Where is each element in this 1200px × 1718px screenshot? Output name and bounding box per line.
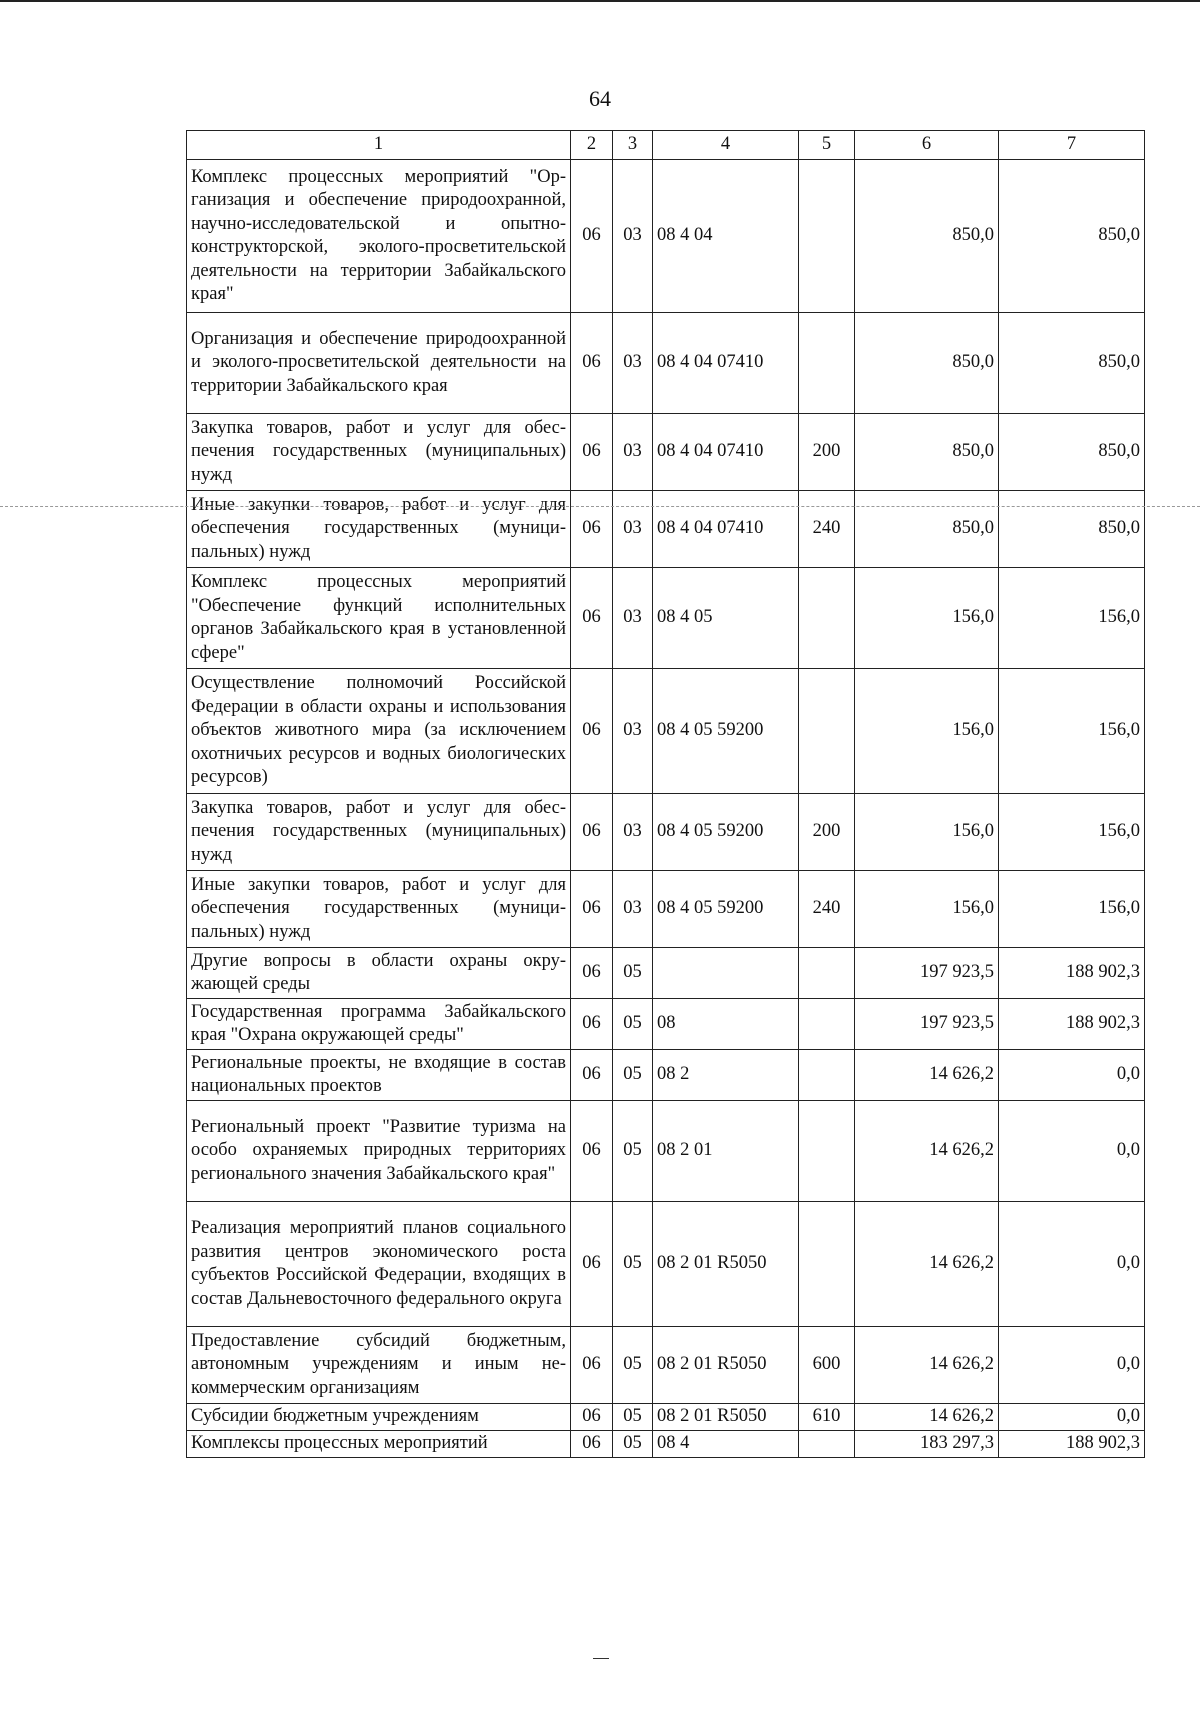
row-amount-1: 850,0 bbox=[855, 160, 999, 313]
row-section-code: 06 bbox=[571, 160, 613, 313]
scan-artifact-line bbox=[0, 506, 1200, 507]
table-row bbox=[187, 871, 1145, 948]
row-expense-type bbox=[799, 1431, 855, 1458]
row-section-code: 06 bbox=[571, 669, 613, 794]
header-cell-7: 7 bbox=[999, 131, 1145, 160]
row-expense-type: 240 bbox=[799, 871, 855, 948]
table-row bbox=[187, 1202, 1145, 1327]
table-row bbox=[187, 794, 1145, 871]
header-cell-1: 1 bbox=[187, 131, 571, 160]
row-name: Осуществление полномочий Российской Федерации в области охраны и использования объектов животного мира (за исключением охотничьих ресурсов и водных биологических ресурсов) bbox=[187, 669, 571, 794]
row-amount-2: 156,0 bbox=[999, 669, 1145, 794]
table-row bbox=[187, 669, 1145, 794]
row-subsection-code: 03 bbox=[613, 491, 653, 568]
row-expense-type bbox=[799, 1050, 855, 1101]
row-subsection-code: 03 bbox=[613, 313, 653, 414]
row-amount-2: 188 902,3 bbox=[999, 948, 1145, 999]
row-target-article: 08 2 bbox=[653, 1050, 799, 1101]
top-border-line bbox=[0, 0, 1200, 2]
row-name: Региональный проект "Развитие туризма на особо охраняемых природных территориях регионального значения Забайкальского края" bbox=[187, 1101, 571, 1202]
row-amount-1: 183 297,3 bbox=[855, 1431, 999, 1458]
row-amount-1: 850,0 bbox=[855, 491, 999, 568]
table-body bbox=[187, 160, 1145, 1458]
row-target-article: 08 4 bbox=[653, 1431, 799, 1458]
row-expense-type: 600 bbox=[799, 1327, 855, 1404]
row-amount-1: 156,0 bbox=[855, 669, 999, 794]
row-target-article: 08 4 04 07410 bbox=[653, 491, 799, 568]
row-amount-1: 14 626,2 bbox=[855, 1050, 999, 1101]
row-name: Закупка товаров, работ и услуг для обеспечения государственных (муниципальных) нужд bbox=[187, 794, 571, 871]
row-expense-type bbox=[799, 999, 855, 1050]
row-amount-2: 850,0 bbox=[999, 160, 1145, 313]
row-target-article: 08 2 01 R5050 bbox=[653, 1327, 799, 1404]
row-subsection-code: 03 bbox=[613, 669, 653, 794]
row-section-code: 06 bbox=[571, 1431, 613, 1458]
row-target-article: 08 4 04 07410 bbox=[653, 313, 799, 414]
row-section-code: 06 bbox=[571, 1050, 613, 1101]
row-subsection-code: 05 bbox=[613, 948, 653, 999]
table-row bbox=[187, 1101, 1145, 1202]
table-row bbox=[187, 1050, 1145, 1101]
row-subsection-code: 05 bbox=[613, 1327, 653, 1404]
row-section-code: 06 bbox=[571, 1404, 613, 1431]
row-section-code: 06 bbox=[571, 491, 613, 568]
row-target-article: 08 2 01 R5050 bbox=[653, 1404, 799, 1431]
row-subsection-code: 05 bbox=[613, 1431, 653, 1458]
row-section-code: 06 bbox=[571, 568, 613, 669]
row-name: Комплекс процессных мероприятий "Организация и обеспечение природоохранной, научно-исследовательской и опытно-конструкторской, эколого-просветительской деятельности на территории Забайкальского края" bbox=[187, 160, 571, 313]
row-amount-1: 850,0 bbox=[855, 414, 999, 491]
row-subsection-code: 05 bbox=[613, 999, 653, 1050]
row-subsection-code: 03 bbox=[613, 568, 653, 669]
row-amount-2: 188 902,3 bbox=[999, 1431, 1145, 1458]
row-section-code: 06 bbox=[571, 794, 613, 871]
bottom-mark bbox=[593, 1658, 609, 1659]
row-name: Комплексы процессных мероприятий bbox=[187, 1431, 571, 1458]
row-amount-2: 850,0 bbox=[999, 313, 1145, 414]
row-target-article: 08 4 05 59200 bbox=[653, 871, 799, 948]
row-name: Предоставление субсидий бюджетным, автономным учреждениям и иным некоммерческим организациям bbox=[187, 1327, 571, 1404]
row-amount-2: 0,0 bbox=[999, 1327, 1145, 1404]
row-subsection-code: 03 bbox=[613, 414, 653, 491]
row-target-article: 08 4 05 59200 bbox=[653, 794, 799, 871]
row-amount-2: 850,0 bbox=[999, 491, 1145, 568]
row-expense-type: 200 bbox=[799, 794, 855, 871]
row-name: Субсидии бюджетным учреждениям bbox=[187, 1404, 571, 1431]
row-expense-type: 200 bbox=[799, 414, 855, 491]
row-name: Другие вопросы в области охраны окружающей среды bbox=[187, 948, 571, 999]
table-row bbox=[187, 999, 1145, 1050]
row-name: Комплекс процессных мероприятий "Обеспечение функций исполнительных органов Забайкальского края в установленной сфере" bbox=[187, 568, 571, 669]
header-cell-4: 4 bbox=[653, 131, 799, 160]
header-cell-3: 3 bbox=[613, 131, 653, 160]
row-target-article: 08 2 01 R5050 bbox=[653, 1202, 799, 1327]
header-cell-6: 6 bbox=[855, 131, 999, 160]
row-amount-2: 0,0 bbox=[999, 1404, 1145, 1431]
row-amount-2: 0,0 bbox=[999, 1101, 1145, 1202]
row-section-code: 06 bbox=[571, 871, 613, 948]
row-expense-type bbox=[799, 313, 855, 414]
row-name: Иные закупки товаров, работ и услуг для обеспечения государственных (муниципальных) нужд bbox=[187, 871, 571, 948]
row-expense-type: 610 bbox=[799, 1404, 855, 1431]
row-target-article: 08 4 05 bbox=[653, 568, 799, 669]
budget-table bbox=[186, 130, 1145, 1458]
row-amount-1: 156,0 bbox=[855, 871, 999, 948]
page-number: 64 bbox=[589, 86, 611, 111]
row-section-code: 06 bbox=[571, 414, 613, 491]
row-amount-2: 156,0 bbox=[999, 568, 1145, 669]
row-target-article: 08 4 04 bbox=[653, 160, 799, 313]
row-expense-type bbox=[799, 1202, 855, 1327]
table-row bbox=[187, 160, 1145, 313]
row-name: Организация и обеспечение природоохранной и эколого-просветительской деятельности на территории Забайкальского края bbox=[187, 313, 571, 414]
row-subsection-code: 03 bbox=[613, 794, 653, 871]
table-row bbox=[187, 313, 1145, 414]
row-amount-1: 197 923,5 bbox=[855, 948, 999, 999]
row-subsection-code: 05 bbox=[613, 1101, 653, 1202]
row-amount-2: 850,0 bbox=[999, 414, 1145, 491]
row-amount-1: 14 626,2 bbox=[855, 1327, 999, 1404]
row-section-code: 06 bbox=[571, 999, 613, 1050]
row-expense-type bbox=[799, 669, 855, 794]
table-row bbox=[187, 948, 1145, 999]
row-expense-type bbox=[799, 568, 855, 669]
row-expense-type bbox=[799, 1101, 855, 1202]
row-section-code: 06 bbox=[571, 1101, 613, 1202]
row-amount-2: 188 902,3 bbox=[999, 999, 1145, 1050]
row-subsection-code: 03 bbox=[613, 160, 653, 313]
row-name: Закупка товаров, работ и услуг для обеспечения государственных (муниципальных) нужд bbox=[187, 414, 571, 491]
row-amount-1: 156,0 bbox=[855, 568, 999, 669]
table-row bbox=[187, 568, 1145, 669]
row-subsection-code: 05 bbox=[613, 1202, 653, 1327]
row-target-article bbox=[653, 948, 799, 999]
table-row bbox=[187, 414, 1145, 491]
row-amount-1: 14 626,2 bbox=[855, 1101, 999, 1202]
row-amount-1: 14 626,2 bbox=[855, 1404, 999, 1431]
row-amount-1: 197 923,5 bbox=[855, 999, 999, 1050]
table-row bbox=[187, 1327, 1145, 1404]
row-section-code: 06 bbox=[571, 313, 613, 414]
row-target-article: 08 2 01 bbox=[653, 1101, 799, 1202]
row-subsection-code: 05 bbox=[613, 1404, 653, 1431]
row-target-article: 08 4 04 07410 bbox=[653, 414, 799, 491]
header-cell-2: 2 bbox=[571, 131, 613, 160]
row-section-code: 06 bbox=[571, 1327, 613, 1404]
row-expense-type bbox=[799, 948, 855, 999]
row-name: Государственная программа Забайкальского края "Охрана окружающей среды" bbox=[187, 999, 571, 1050]
row-amount-2: 156,0 bbox=[999, 871, 1145, 948]
row-amount-2: 0,0 bbox=[999, 1202, 1145, 1327]
row-name: Иные закупки товаров, работ и услуг для обеспечения государственных (муниципальных) нужд bbox=[187, 491, 571, 568]
table-row bbox=[187, 1404, 1145, 1431]
row-amount-1: 156,0 bbox=[855, 794, 999, 871]
row-amount-2: 0,0 bbox=[999, 1050, 1145, 1101]
table-row bbox=[187, 1431, 1145, 1458]
header-cell-5: 5 bbox=[799, 131, 855, 160]
row-target-article: 08 4 05 59200 bbox=[653, 669, 799, 794]
table-row bbox=[187, 491, 1145, 568]
row-section-code: 06 bbox=[571, 948, 613, 999]
row-subsection-code: 03 bbox=[613, 871, 653, 948]
row-target-article: 08 bbox=[653, 999, 799, 1050]
row-amount-1: 14 626,2 bbox=[855, 1202, 999, 1327]
header-row bbox=[187, 131, 1145, 160]
row-amount-1: 850,0 bbox=[855, 313, 999, 414]
row-amount-2: 156,0 bbox=[999, 794, 1145, 871]
row-name: Реализация мероприятий планов социального развития центров экономического роста субъектов Российской Федерации, входящих в состав Дальневосточного федерального округа bbox=[187, 1202, 571, 1327]
row-expense-type: 240 bbox=[799, 491, 855, 568]
row-section-code: 06 bbox=[571, 1202, 613, 1327]
row-subsection-code: 05 bbox=[613, 1050, 653, 1101]
row-expense-type bbox=[799, 160, 855, 313]
row-name: Региональные проекты, не входящие в состав национальных проектов bbox=[187, 1050, 571, 1101]
